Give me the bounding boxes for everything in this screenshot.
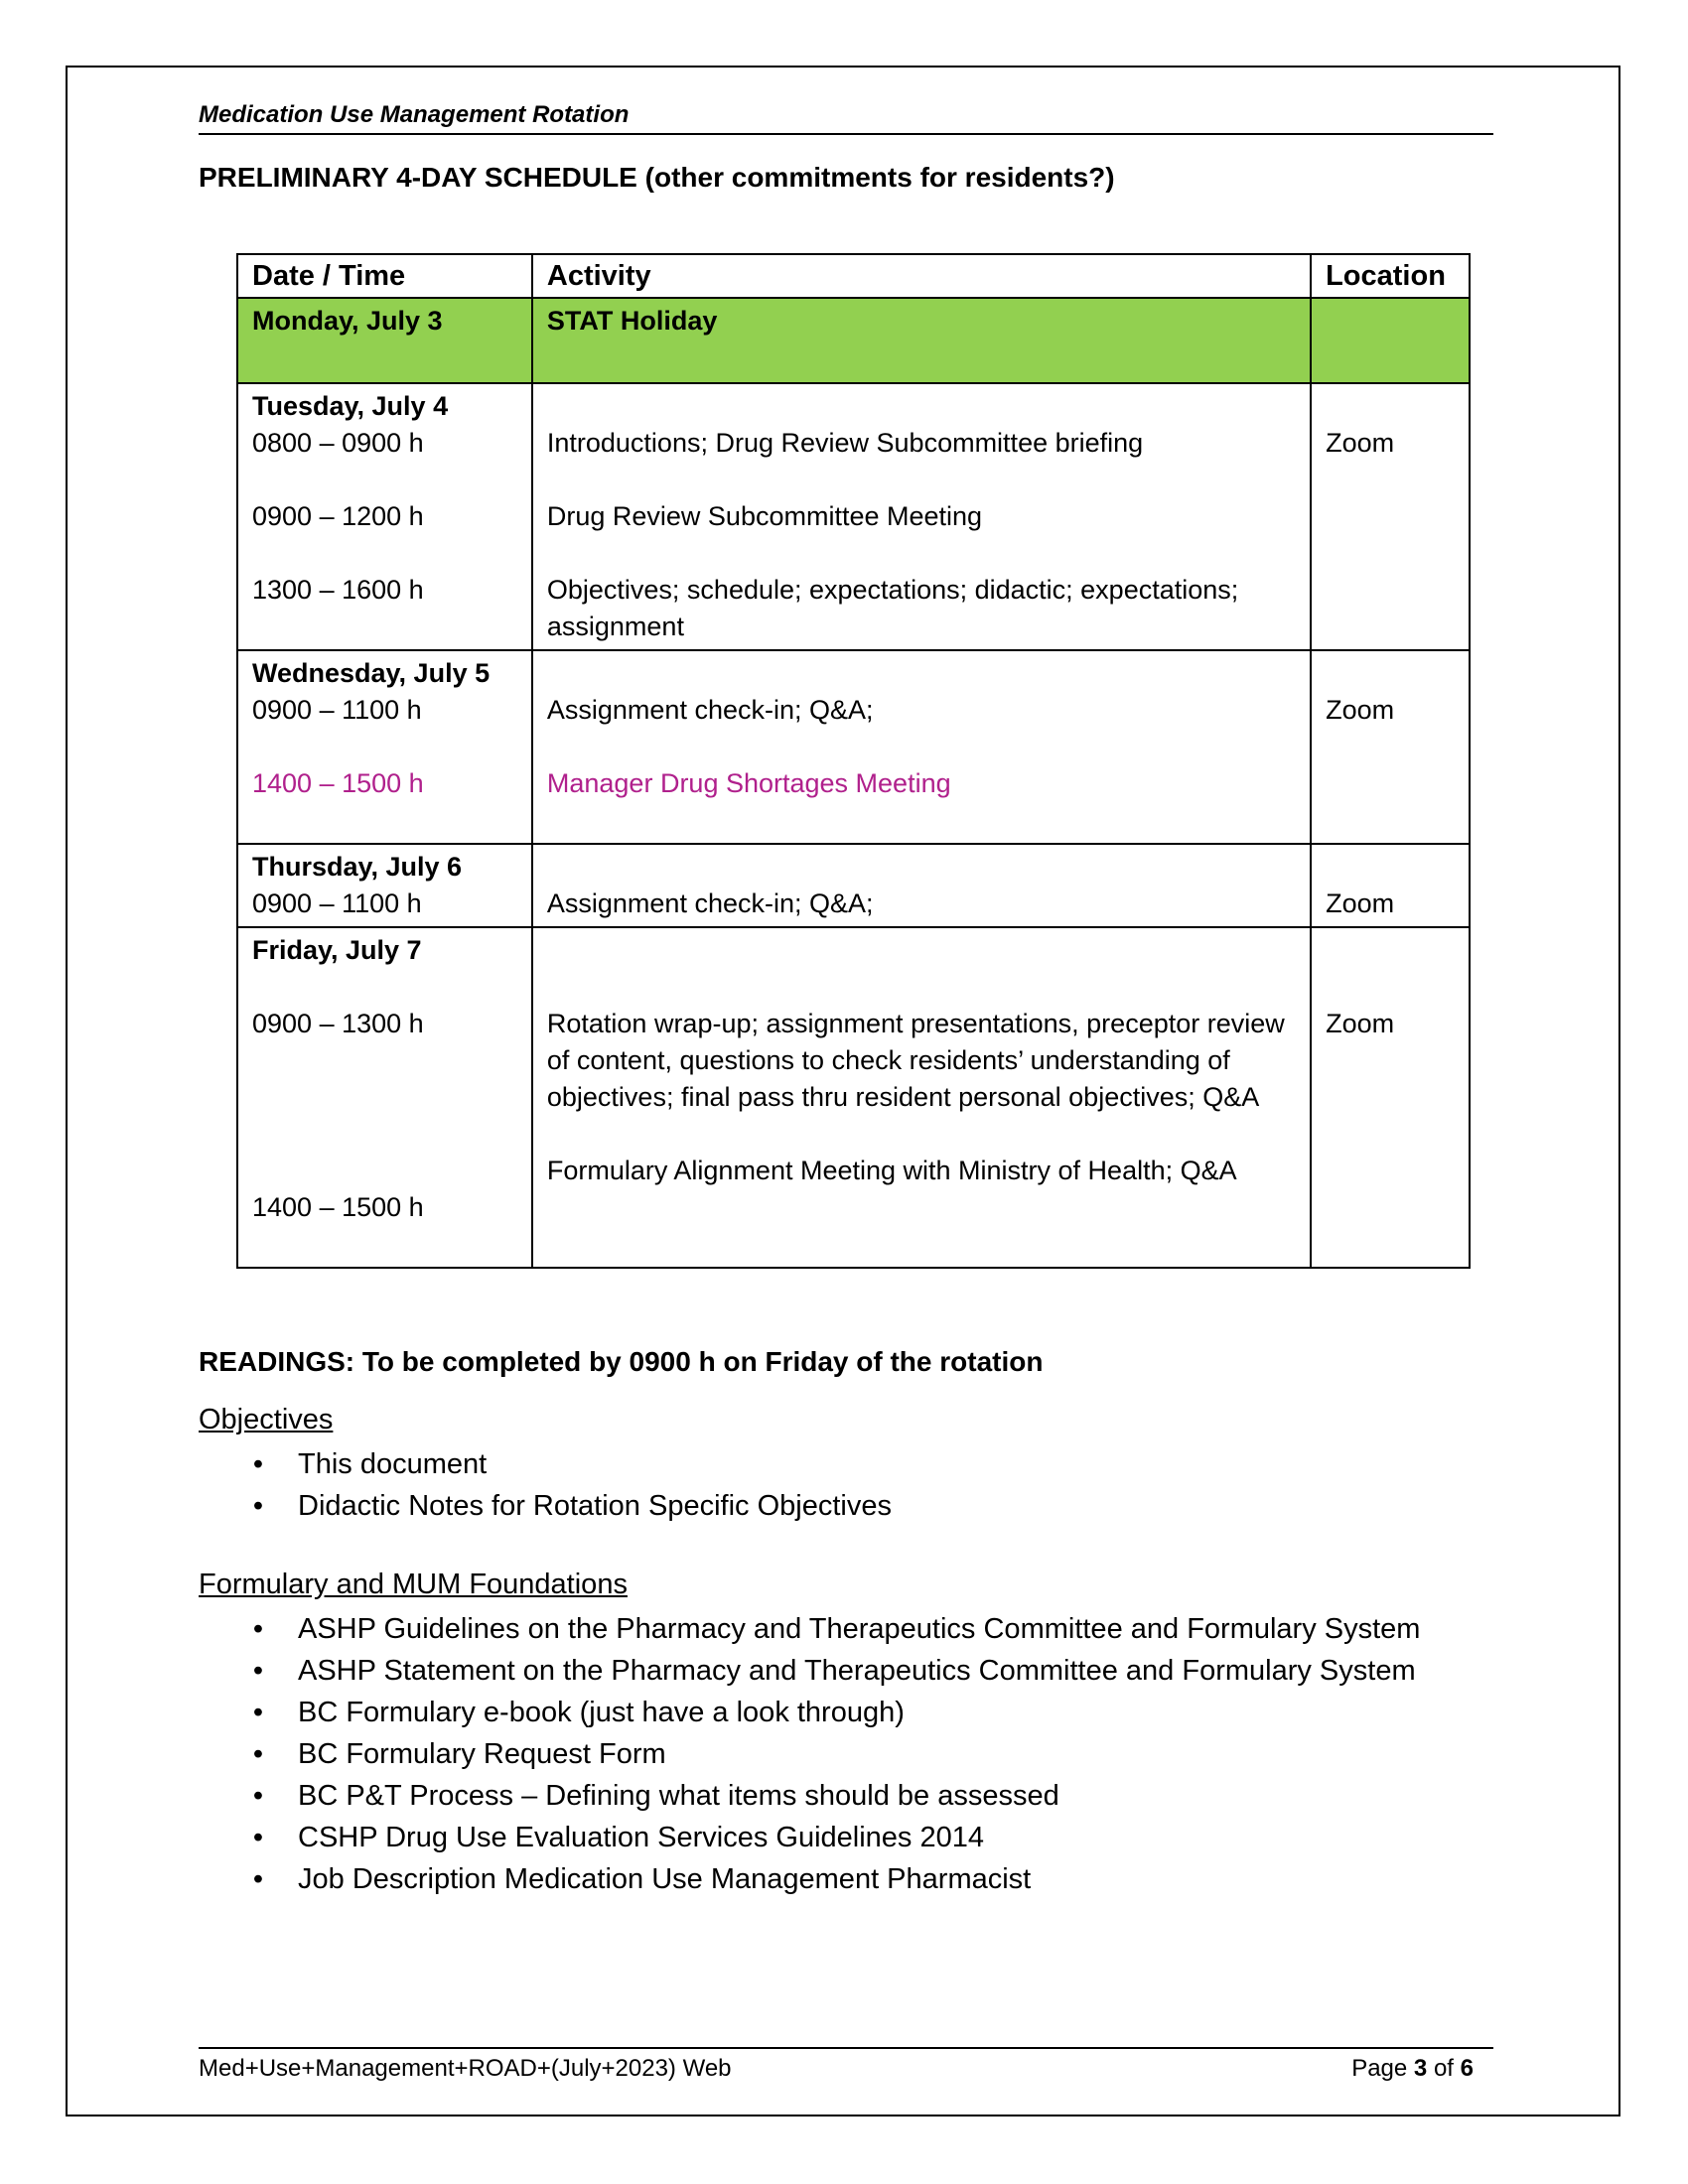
list-item-text: Job Description Medication Use Management Pharmacist — [298, 1863, 1032, 1895]
cell-wednesday-date — [237, 650, 532, 844]
list-item — [248, 1650, 1420, 1692]
time-slot: 0800 – 0900 h — [252, 428, 424, 458]
activity-text-highlighted: Manager Drug Shortages Meeting — [546, 768, 951, 798]
cell-tuesday-date — [237, 383, 532, 650]
day-label-friday: Friday, July 7 — [252, 935, 422, 965]
bullet-icon: • — [252, 1738, 264, 1770]
bullet-icon: • — [252, 1697, 264, 1728]
cell-thursday-location — [1311, 844, 1470, 927]
list-item — [248, 1692, 1420, 1733]
list-item-text: ASHP Statement on the Pharmacy and Therapeutics Committee and Formulary System — [298, 1655, 1416, 1687]
column-header-date: Date / Time — [237, 254, 532, 298]
table-header-row — [237, 254, 1470, 298]
activity-text: Rotation wrap-up; assignment presentations, preceptor review of content, questions to check residents’ understanding of objectives; final pass thru resident personal objectives; Q&A — [546, 1009, 1285, 1112]
table-row-tuesday — [237, 383, 1470, 650]
bullet-icon: • — [252, 1613, 264, 1645]
page-label: Page — [1351, 2055, 1408, 2082]
cell-wednesday-activity — [532, 650, 1311, 844]
time-slot: 0900 – 1100 h — [252, 695, 422, 725]
list-item — [248, 1485, 892, 1527]
activity-text: Assignment check-in; Q&A; — [546, 888, 874, 918]
time-slot: 0900 – 1200 h — [252, 501, 424, 531]
list-item-text: BC P&T Process – Defining what items should be assessed — [298, 1780, 1059, 1812]
readings-heading: READINGS: To be completed by 0900 h on Friday of the rotation — [199, 1346, 1044, 1377]
schedule-heading: PRELIMINARY 4-DAY SCHEDULE (other commitments for residents?) — [199, 162, 1115, 193]
cell-tuesday-activity — [532, 383, 1311, 650]
table-row-wednesday — [237, 650, 1470, 844]
list-item-text: This document — [298, 1448, 488, 1480]
activity-text: Formulary Alignment Meeting with Ministry of Health; Q&A — [546, 1156, 1237, 1185]
list-item-text: Didactic Notes for Rotation Specific Objectives — [298, 1490, 892, 1522]
bullet-icon: • — [252, 1780, 264, 1812]
list-item-text: ASHP Guidelines on the Pharmacy and Therapeutics Committee and Formulary System — [298, 1613, 1421, 1645]
location-text: Zoom — [1326, 695, 1395, 725]
bullet-icon: • — [252, 1822, 264, 1853]
activity-text: Drug Review Subcommittee Meeting — [546, 501, 983, 531]
foundations-subheading: Formulary and MUM Foundations — [199, 1569, 628, 1600]
cell-thursday-activity — [532, 844, 1311, 927]
location-text: Zoom — [1326, 428, 1395, 458]
list-item — [248, 1733, 1420, 1775]
list-item — [248, 1817, 1420, 1858]
cell-thursday-date — [237, 844, 532, 927]
table-row-monday — [237, 298, 1470, 383]
cell-tuesday-location — [1311, 383, 1470, 650]
activity-text: Objectives; schedule; expectations; didactic; expectations; assignment — [546, 575, 1239, 641]
location-text: Zoom — [1326, 888, 1395, 918]
list-item — [248, 1775, 1420, 1817]
day-label-tuesday: Tuesday, July 4 — [252, 391, 449, 421]
footer-document-name: Med+Use+Management+ROAD+(July+2023) Web — [199, 2055, 732, 2082]
list-item-text: BC Formulary Request Form — [298, 1738, 666, 1770]
page-of: of — [1433, 2055, 1454, 2082]
cell-friday-location — [1311, 927, 1470, 1268]
time-slot: 0900 – 1100 h — [252, 888, 422, 918]
time-slot-highlighted: 1400 – 1500 h — [252, 768, 424, 798]
location-text: Zoom — [1326, 1009, 1395, 1038]
bullet-icon: • — [252, 1490, 264, 1522]
time-slot: 1400 – 1500 h — [252, 1192, 424, 1222]
list-item-text: BC Formulary e-book (just have a look through) — [298, 1697, 905, 1728]
cell-monday-location — [1311, 298, 1470, 383]
objectives-subheading: Objectives — [199, 1404, 334, 1435]
cell-friday-activity — [532, 927, 1311, 1268]
list-item — [248, 1608, 1420, 1650]
day-label-thursday: Thursday, July 6 — [252, 852, 463, 882]
footer-divider — [199, 2047, 1493, 2049]
bullet-icon: • — [252, 1448, 264, 1480]
cell-monday-date: Monday, July 3 — [237, 298, 532, 383]
bullet-icon: • — [252, 1863, 264, 1895]
table-row-friday — [237, 927, 1470, 1268]
page-current: 3 — [1413, 2055, 1428, 2082]
objectives-list — [248, 1443, 892, 1527]
list-item-text: CSHP Drug Use Evaluation Services Guidelines 2014 — [298, 1822, 984, 1853]
foundations-list — [248, 1608, 1420, 1900]
time-slot: 0900 – 1300 h — [252, 1009, 424, 1038]
cell-monday-activity: STAT Holiday — [532, 298, 1311, 383]
activity-text: Introductions; Drug Review Subcommittee briefing — [546, 428, 1144, 458]
day-label-wednesday: Wednesday, July 5 — [252, 658, 491, 688]
activity-text: Assignment check-in; Q&A; — [546, 695, 874, 725]
table-row-thursday — [237, 844, 1470, 927]
time-slot: 1300 – 1600 h — [252, 575, 424, 605]
page-total: 6 — [1460, 2055, 1474, 2082]
document-header: Medication Use Management Rotation — [199, 101, 1493, 135]
list-item — [248, 1443, 892, 1485]
list-item — [248, 1858, 1420, 1900]
cell-wednesday-location — [1311, 650, 1470, 844]
bullet-icon: • — [252, 1655, 264, 1687]
column-header-activity: Activity — [532, 254, 1311, 298]
column-header-location: Location — [1311, 254, 1470, 298]
cell-friday-date — [237, 927, 532, 1268]
schedule-table — [236, 253, 1471, 1269]
footer-page-number — [1351, 2055, 1474, 2083]
